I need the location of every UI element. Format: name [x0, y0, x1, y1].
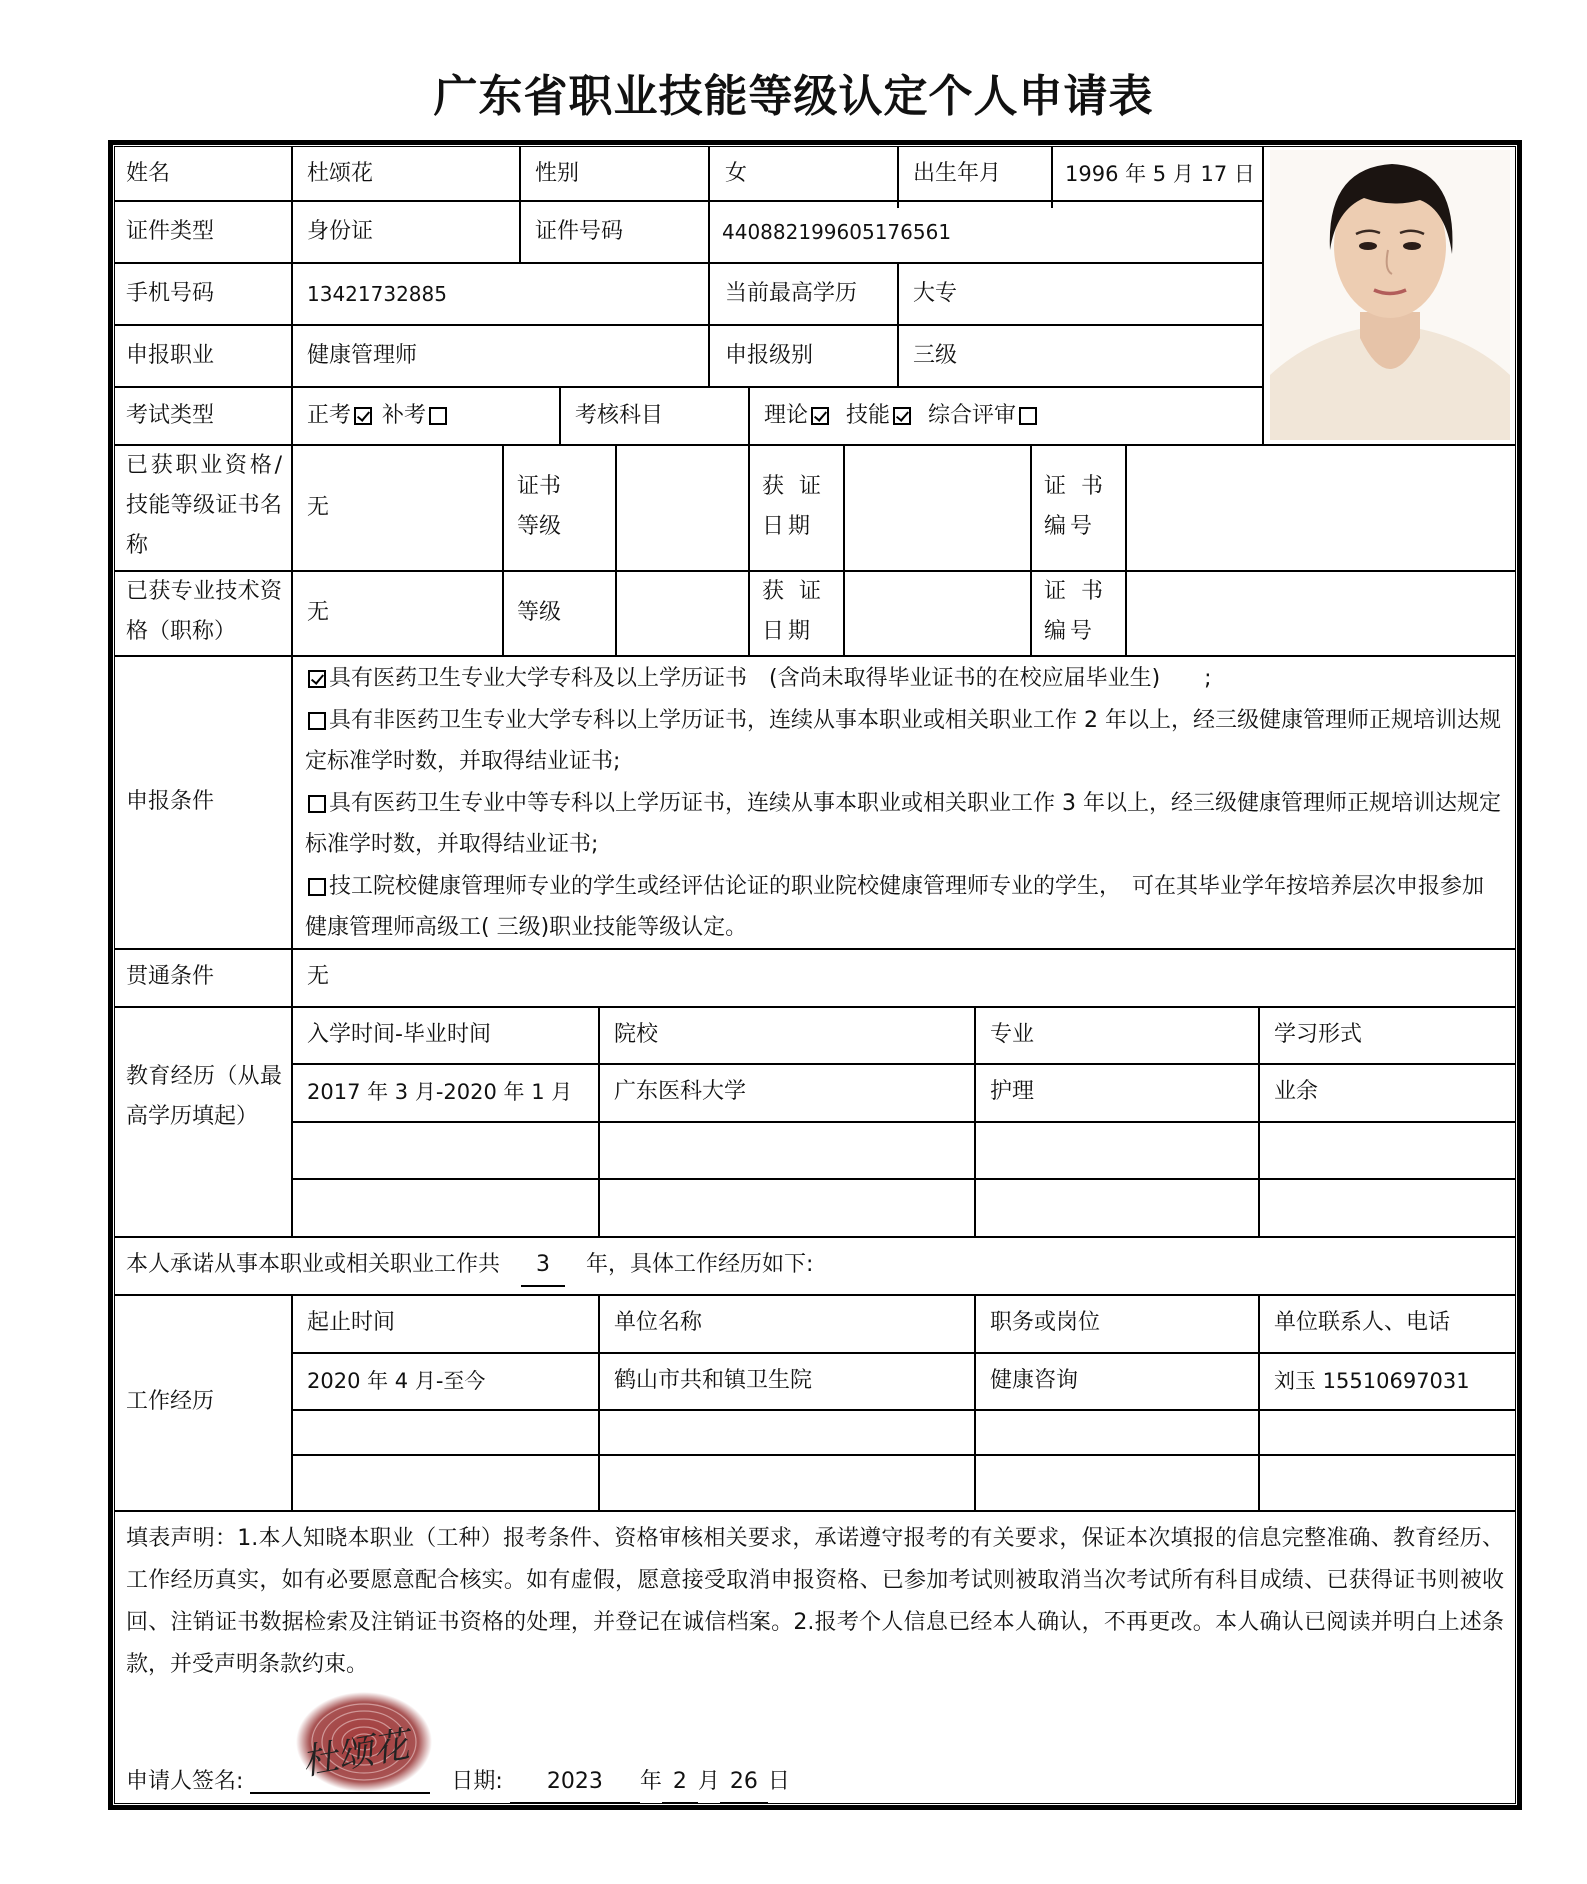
id-type-label: 证件类型 [126, 219, 215, 244]
work-years: 3 [521, 1245, 565, 1287]
birth-value: 1996 年 5 月 17 日 [1065, 162, 1255, 186]
through-label: 贯通条件 [126, 964, 215, 989]
work-header-contact: 单位联系人、电话 [1274, 1310, 1451, 1335]
occupation-value: 健康管理师 [307, 343, 418, 368]
date-year: 2023 [510, 1762, 640, 1804]
condition-1-checkbox[interactable] [308, 670, 326, 688]
exam-type-options [307, 396, 450, 436]
title-no-label: 证 书 编号 [1044, 579, 1107, 644]
condition-4: 技工院校健康管理师专业的学生或经评估论证的职业院校健康管理师专业的学生， 可在其毕业学年按培养层次申报参加健康管理师高级工( 三级)职业技能等级认定。 [305, 873, 1485, 940]
occupation-label: 申报职业 [126, 343, 215, 368]
signature-line: 申请人签名: 日期: 2023 年 2 月 26 日 [126, 1762, 790, 1804]
birth-label: 出生年月 [913, 161, 1002, 186]
gender-value: 女 [725, 161, 748, 186]
work-promise: 本人承诺从事本职业或相关职业工作共 3 年，具体工作经历如下: [126, 1245, 813, 1287]
work-history-label: 工作经历 [126, 1389, 215, 1414]
cert-name-label: 已获职业资格/技能等级证书名称 [126, 453, 282, 558]
subj-review-checkbox[interactable] [1019, 407, 1037, 425]
work-row-1-unit: 鹤山市共和镇卫生院 [614, 1368, 813, 1393]
work-row-1-contact: 刘玉 15510697031 [1274, 1369, 1470, 1393]
education-label: 当前最高学历 [725, 281, 858, 306]
edu-header-school: 院校 [614, 1022, 659, 1047]
edu-header-mode: 学习形式 [1274, 1022, 1363, 1047]
through-value: 无 [307, 964, 330, 989]
exam-bu-label: 补考 [382, 403, 427, 428]
condition-4-checkbox[interactable] [308, 878, 326, 896]
edu-row-1-time: 2017 年 3 月-2020 年 1 月 [307, 1080, 573, 1104]
edu-header-major: 专业 [990, 1022, 1035, 1047]
name-value: 杜颂花 [307, 161, 374, 186]
subj-review-label: 综合评审 [928, 403, 1017, 428]
title-level-label: 等级 [517, 600, 562, 625]
work-row-1-period: 2020 年 4 月-至今 [307, 1369, 486, 1393]
edu-row-1-major: 护理 [990, 1079, 1035, 1104]
svg-text:杜颂花: 杜颂花 [298, 1724, 413, 1784]
gender-label: 性别 [535, 161, 580, 186]
conditions-label: 申报条件 [126, 789, 215, 814]
condition-2-checkbox[interactable] [308, 712, 326, 730]
id-type-value: 身份证 [307, 219, 374, 244]
edu-row-1-mode: 业余 [1274, 1079, 1319, 1104]
subj-theory-checkbox[interactable] [811, 407, 829, 425]
cert-level-label: 证书等级 [517, 474, 562, 539]
cert-no-label: 证 书 编号 [1044, 474, 1107, 539]
title-name-value: 无 [307, 600, 330, 625]
title-name-label: 已获专业技术资格（职称） [126, 579, 282, 644]
id-number-value: 440882199605176561 [722, 220, 952, 244]
phone-value: 13421732885 [307, 282, 447, 306]
signature-label: 申请人签名: [126, 1769, 244, 1794]
condition-3: 具有医药卫生专业中等专科以上学历证书，连续从事本职业或相关职业工作 3 年以上，经三级健康管理师正规培训达规定标准学时数，并取得结业证书; [305, 790, 1501, 857]
subj-skill-checkbox[interactable] [893, 407, 911, 425]
date-month: 2 [662, 1762, 698, 1804]
work-header-unit: 单位名称 [614, 1310, 703, 1335]
level-label: 申报级别 [725, 343, 814, 368]
conditions-list [305, 658, 1505, 949]
form-title: 广东省职业技能等级认定个人申请表 [433, 71, 1154, 122]
exam-zheng-checkbox[interactable] [354, 407, 372, 425]
exam-type-label: 考试类型 [126, 403, 215, 428]
work-header-period: 起止时间 [307, 1310, 396, 1335]
exam-zheng-label: 正考 [307, 403, 352, 428]
edu-history-label: 教育经历（从最高学历填起） [126, 1064, 282, 1129]
cert-name-value: 无 [307, 495, 330, 520]
exam-subject-label: 考核科目 [575, 403, 664, 428]
exam-bu-checkbox[interactable] [429, 407, 447, 425]
signature-field[interactable] [250, 1762, 430, 1794]
condition-3-checkbox[interactable] [308, 795, 326, 813]
date-day: 26 [720, 1762, 768, 1804]
exam-subject-options [764, 396, 1040, 436]
subj-skill-label: 技能 [846, 403, 891, 428]
title-date-label: 获 证 日期 [762, 579, 825, 644]
level-value: 三级 [913, 343, 958, 368]
applicant-photo [1270, 150, 1510, 440]
declaration-text: 填表声明：1.本人知晓本职业（工种）报考条件、资格审核相关要求，承诺遵守报考的有关要求，保证本次填报的信息完整准确、教育经历、工作经历真实，如有必要愿意配合核实。如有虚假，愿意接受取消申报资格、已参加考试则被取消当次考试所有科目成绩、已获得证书则被收回、注销证书数据检索及注销证书资格的处理，并登记在诚信档案。2.报考个人信息已经本人确认，不再更改。本人确认已阅读并明白上述条款，并受声明条款约束。 [126, 1526, 1504, 1677]
condition-1: 具有医药卫生专业大学专科及以上学历证书 (含尚未取得毕业证书的在校应届毕业生) ; [305, 658, 1505, 700]
work-header-position: 职务或岗位 [990, 1310, 1101, 1335]
education-value: 大专 [913, 281, 958, 306]
date-label: 日期: [451, 1769, 503, 1794]
edu-row-1-school: 广东医科大学 [614, 1079, 747, 1104]
cert-date-label: 获 证 日期 [762, 474, 825, 539]
id-number-label: 证件号码 [535, 219, 624, 244]
subj-theory-label: 理论 [764, 403, 809, 428]
edu-header-time: 入学时间-毕业时间 [307, 1022, 491, 1047]
phone-label: 手机号码 [126, 281, 215, 306]
name-label: 姓名 [126, 161, 171, 186]
condition-2: 具有非医药卫生专业大学专科以上学历证书，连续从事本职业或相关职业工作 2 年以上，经三级健康管理师正规培训达规定标准学时数，并取得结业证书; [305, 707, 1501, 774]
work-row-1-position: 健康咨询 [990, 1368, 1079, 1393]
